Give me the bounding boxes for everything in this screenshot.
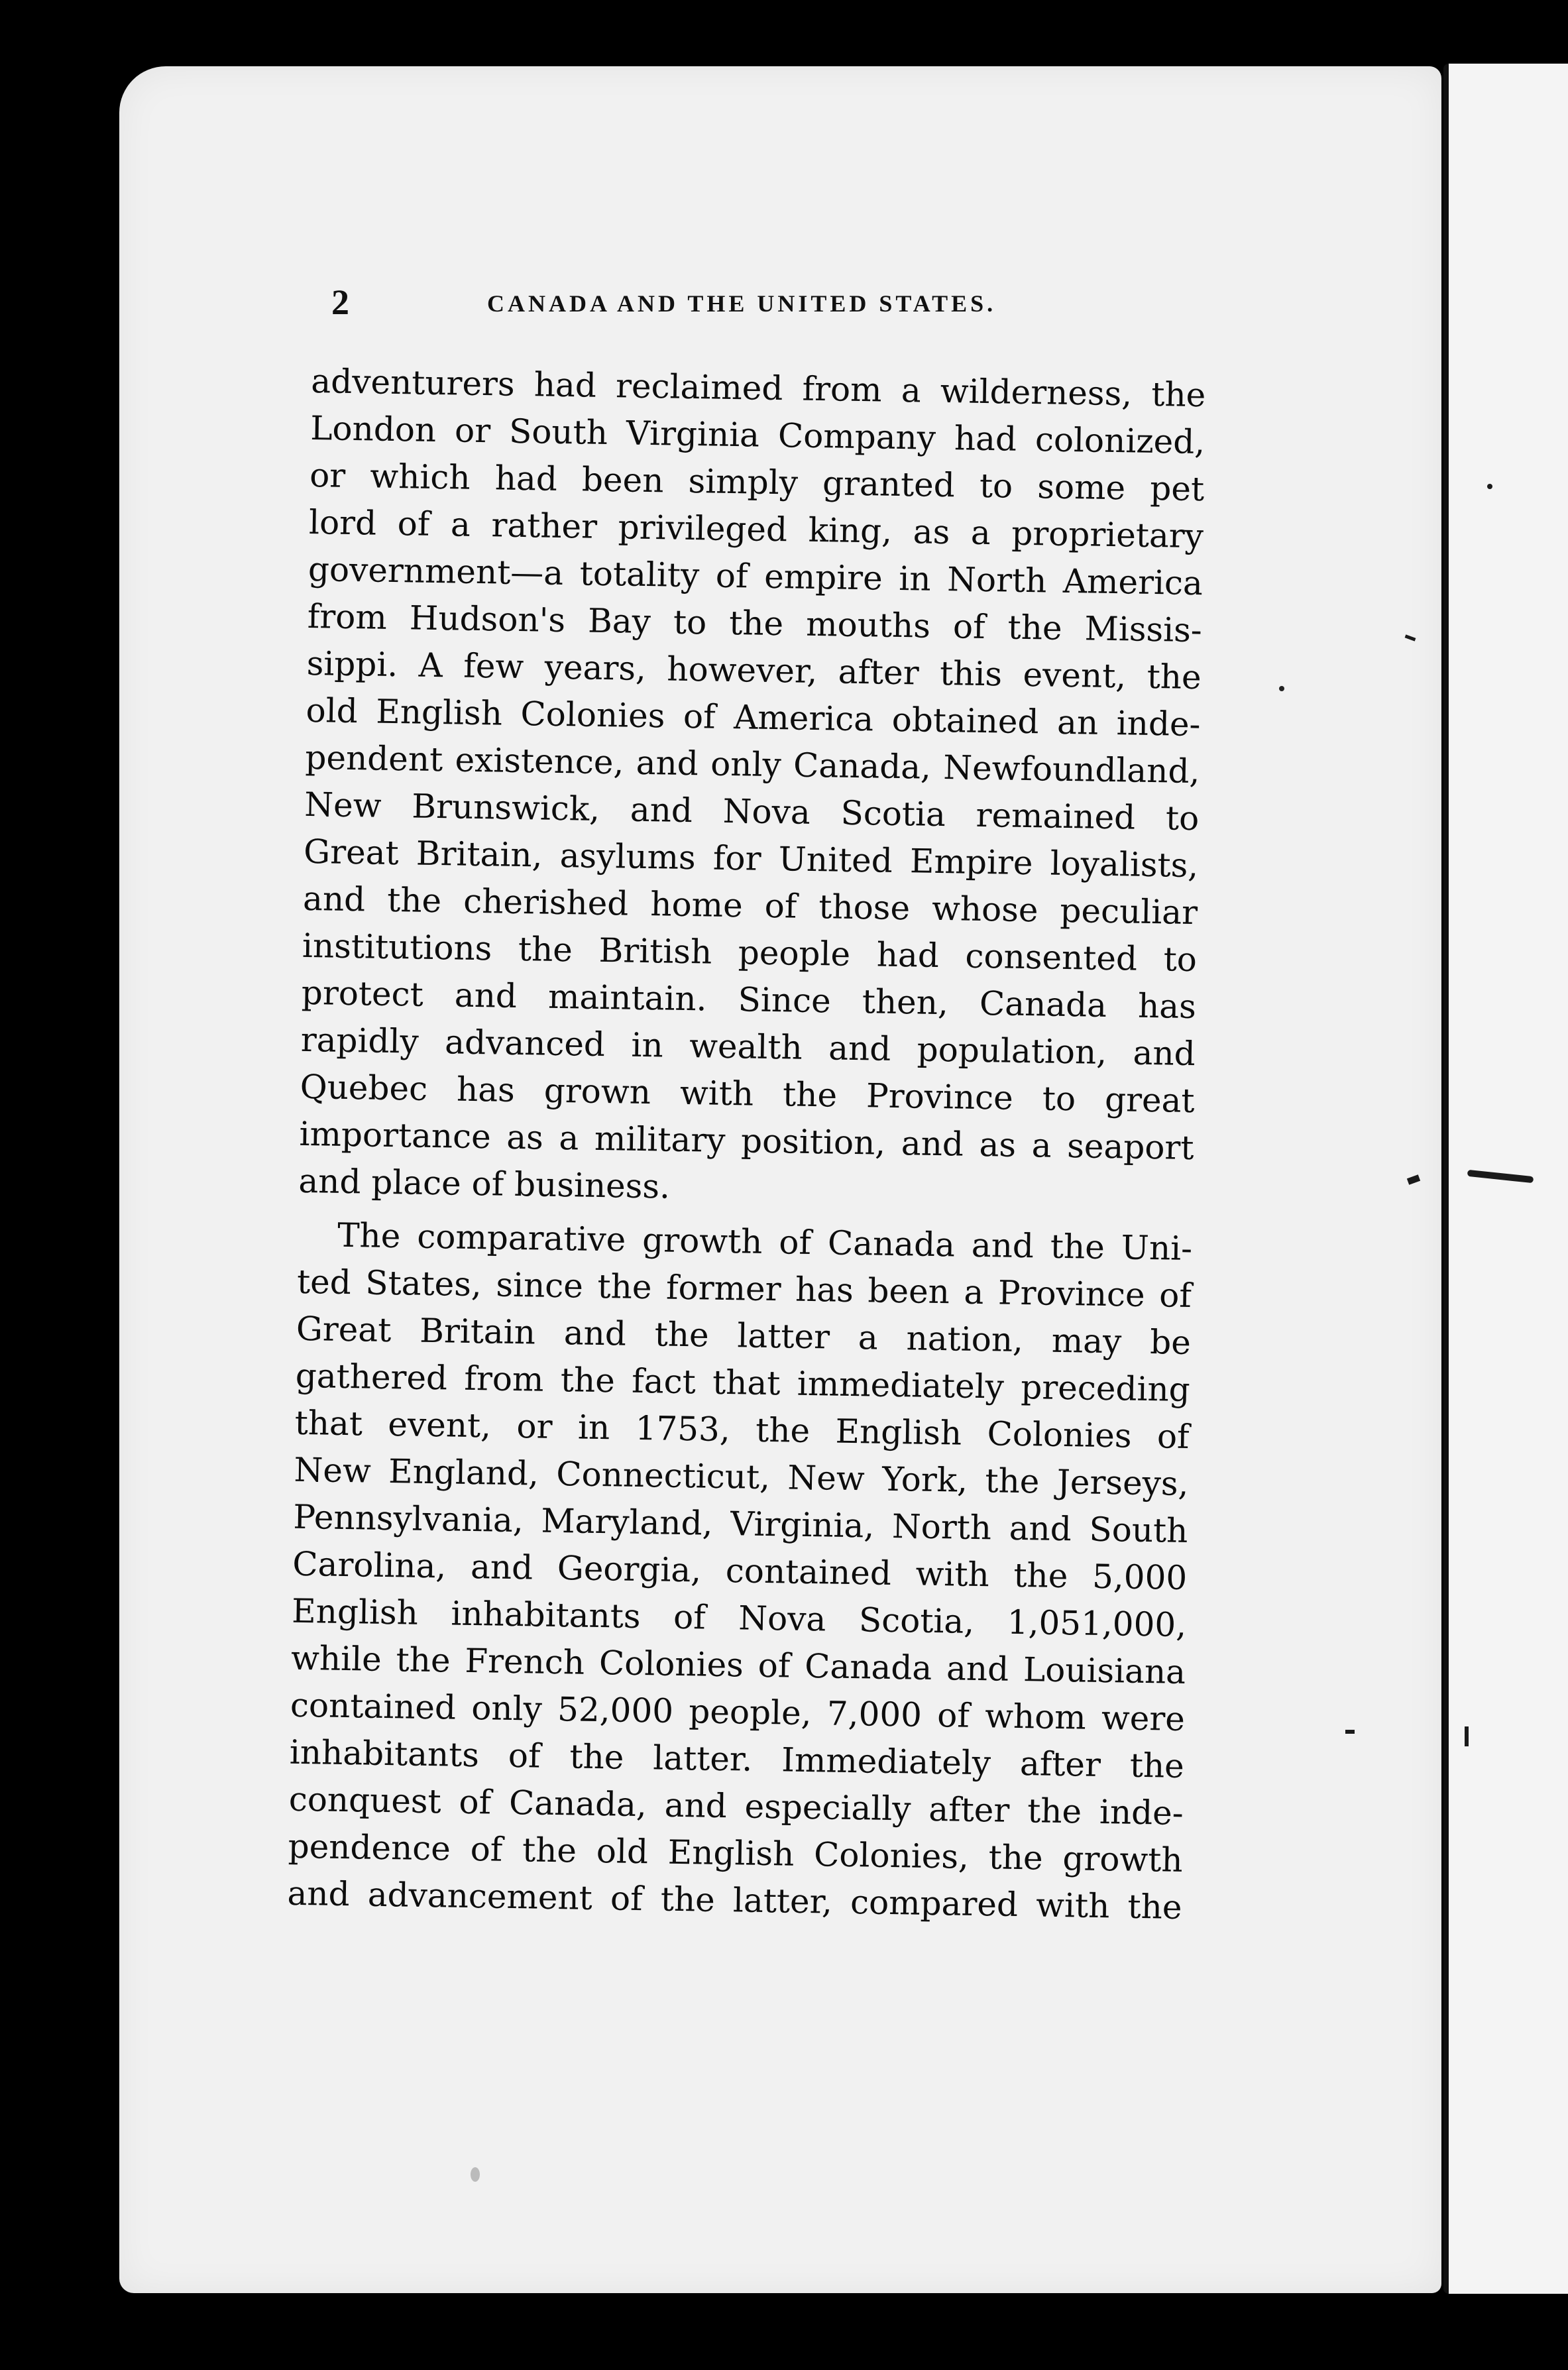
paper-speck xyxy=(1279,686,1284,691)
text-line: rapidly advanced in wealth and population, and xyxy=(300,1020,1196,1074)
text-line: inhabitants of the latter. Immediately after the xyxy=(289,1732,1185,1785)
text-line: gathered from the fact that immediately preceding xyxy=(295,1356,1191,1410)
text-line: and advancement of the latter, compared with the xyxy=(287,1874,1182,1927)
text-line: pendent existence, and only Canada, Newfoundland, xyxy=(305,738,1200,791)
text-line: New England, Connecticut, New York, the Jerseys, xyxy=(294,1450,1189,1503)
paragraph-2 xyxy=(287,1212,1193,1931)
text-line: The comparative growth of Canada and the Uni- xyxy=(337,1215,1193,1269)
text-line: Great Britain and the latter a nation, may be xyxy=(296,1309,1192,1363)
text-line: and place of business. xyxy=(298,1161,671,1206)
text-line: protect and maintain. Since then, Canada has xyxy=(301,973,1197,1027)
text-line: conquest of Canada, and especially after the inde- xyxy=(288,1779,1184,1833)
text-line: pendence of the old English Colonies, the growth xyxy=(288,1827,1184,1880)
text-line: adventurers had reclaimed from a wilderness, the xyxy=(310,361,1206,415)
text-line: while the French Colonies of Canada and Louisiana xyxy=(290,1638,1186,1691)
text-line: and the cherished home of those whose peculiar xyxy=(302,879,1198,932)
facing-page-mark xyxy=(1465,1726,1469,1746)
text-line: sippi. A few years, however, after this event, the xyxy=(306,644,1202,697)
body-text xyxy=(287,358,1206,1931)
paper-speck xyxy=(471,2167,480,2182)
text-line: New Brunswick, and Nova Scotia remained to xyxy=(304,785,1200,838)
text-line: Carolina, and Georgia, contained with the 5,000 xyxy=(292,1544,1188,1597)
running-head xyxy=(331,282,1193,328)
text-line: ted States, since the former has been a Province of xyxy=(296,1262,1192,1316)
text-line: English inhabitants of Nova Scotia, 1,051,000, xyxy=(291,1591,1187,1644)
text-line: Pennsylvania, Maryland, Virginia, North and South xyxy=(293,1497,1188,1550)
text-line: or which had been simply granted to some pet xyxy=(309,455,1205,509)
text-line: institutions the British people had consented to xyxy=(302,926,1198,980)
text-line: lord of a rather privileged king, as a proprietary xyxy=(308,502,1204,556)
text-line: contained only 52,000 people, 7,000 of whom were xyxy=(290,1685,1186,1738)
text-line: old English Colonies of America obtained an inde- xyxy=(306,691,1201,744)
text-line: that event, or in 1753, the English Colonies of xyxy=(294,1403,1190,1457)
facing-page-mark xyxy=(1345,1730,1355,1734)
text-line: from Hudson's Bay to the mouths of the Missis- xyxy=(307,596,1203,650)
text-line: London or South Virginia Company had colonized, xyxy=(309,408,1205,462)
facing-page-mark xyxy=(1487,484,1492,489)
paragraph-1 xyxy=(298,358,1206,1219)
text-line: importance as a military position, and as a seaport xyxy=(299,1114,1194,1168)
running-head-title: CANADA AND THE UNITED STATES. xyxy=(487,290,997,317)
text-line: government—a totality of empire in North America xyxy=(308,549,1204,603)
text-line: Quebec has grown with the Province to great xyxy=(300,1067,1196,1121)
text-line: Great Britain, asylums for United Empire loyalists, xyxy=(303,832,1199,885)
page-number: 2 xyxy=(331,282,349,322)
